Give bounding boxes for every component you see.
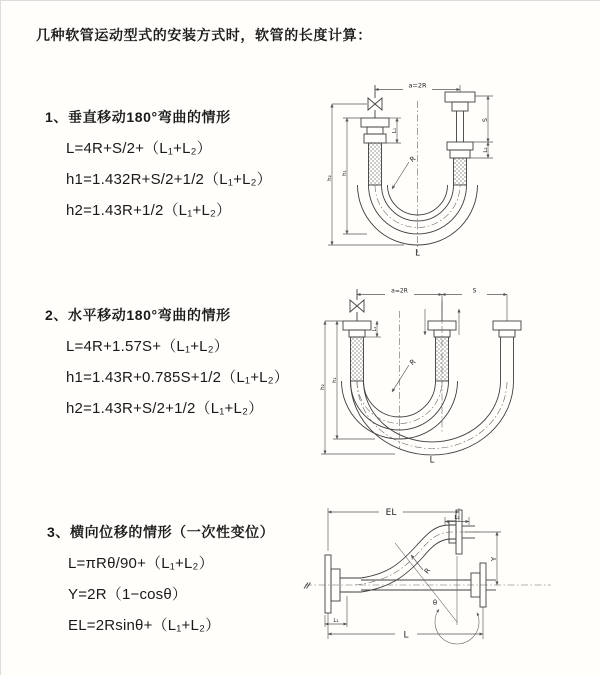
formula-line: h2=1.43R+1/2（L₁+L₂） xyxy=(66,202,232,219)
dim-label-el: EL xyxy=(385,508,397,518)
section-2-heading: 2、水平移动180°弯曲的情形 xyxy=(45,307,231,323)
formula-line: h1=1.43R+0.785S+1/2（L₁+L₂） xyxy=(66,369,289,386)
diagram-lateral-displacement xyxy=(299,493,591,655)
dim-label-r: R xyxy=(408,357,418,368)
dim-label-s: S xyxy=(472,287,477,295)
dim-label-l1: L₁ xyxy=(372,326,378,332)
dim-label-l: L xyxy=(415,248,420,258)
dim-label-a2r: a=2R xyxy=(391,287,408,295)
dim-label-l2: L₂ xyxy=(454,515,460,521)
dim-label-h2: h₂ xyxy=(327,175,333,181)
diagram-horizontal-u-bend xyxy=(307,281,591,466)
dim-label-s: S xyxy=(481,117,489,123)
centerlines xyxy=(375,101,460,253)
hose-and-flanges xyxy=(325,510,496,613)
formula-line: L=πRθ/90+（L₁+L₂） xyxy=(68,555,214,572)
section-lateral-displacement xyxy=(47,522,274,635)
valve-icon xyxy=(357,300,364,312)
section-3-heading: 3、横向位移的情形（一次性变位） xyxy=(47,524,275,540)
dim-label-h2: h₂ xyxy=(320,384,326,390)
dim-label-y: Y xyxy=(490,556,498,562)
centerlines xyxy=(357,299,507,449)
dim-label-l1: L₁ xyxy=(392,127,398,134)
formula-line: h2=1.43R+S/2+1/2（L₁+L₂） xyxy=(66,400,264,417)
dimension-lines xyxy=(321,295,507,455)
valve-icon xyxy=(375,98,382,110)
dim-label-l2: L₂ xyxy=(483,147,489,153)
formula-line: EL=2Rsinθ+（L₁+L₂） xyxy=(68,617,221,634)
formula-line: L=4R+1.57S+（L₁+L₂） xyxy=(66,338,229,355)
dimension-labels xyxy=(333,508,498,641)
diagram-vertical-u-bend xyxy=(309,73,579,258)
page-title: 几种软管运动型式的安装方式时，软管的长度计算： xyxy=(36,27,372,43)
dim-label-theta: θ xyxy=(432,599,438,607)
dim-label-l1: L₁ xyxy=(333,618,339,624)
section-vertical-motion xyxy=(45,107,272,220)
diagram-3-drawing xyxy=(299,493,591,655)
section-1-heading: 1、垂直移动180°弯曲的情形 xyxy=(45,109,231,125)
valve-icon xyxy=(368,98,375,110)
formula-line: h1=1.432R+S/2+1/2（L₁+L₂） xyxy=(66,171,272,188)
dim-label-a2r: a=2R xyxy=(408,81,427,90)
diagram-2-drawing xyxy=(307,281,591,466)
dim-label-r: R xyxy=(422,566,433,576)
valve-icon xyxy=(350,300,357,312)
dim-label-h1: h₁ xyxy=(332,377,338,383)
formula-line: L=4R+S/2+（L₁+L₂） xyxy=(66,140,212,157)
section-horizontal-motion xyxy=(45,305,289,418)
diagram-1-drawing xyxy=(309,73,579,258)
dimension-lines xyxy=(325,508,501,644)
dim-label-r: R xyxy=(408,154,418,165)
dim-label-l: L xyxy=(403,630,409,641)
formula-line: Y=2R（1−cosθ） xyxy=(68,586,188,603)
dim-label-h1: h₁ xyxy=(342,170,348,176)
hose-and-fittings xyxy=(342,289,522,455)
dim-label-l: L xyxy=(429,455,435,466)
